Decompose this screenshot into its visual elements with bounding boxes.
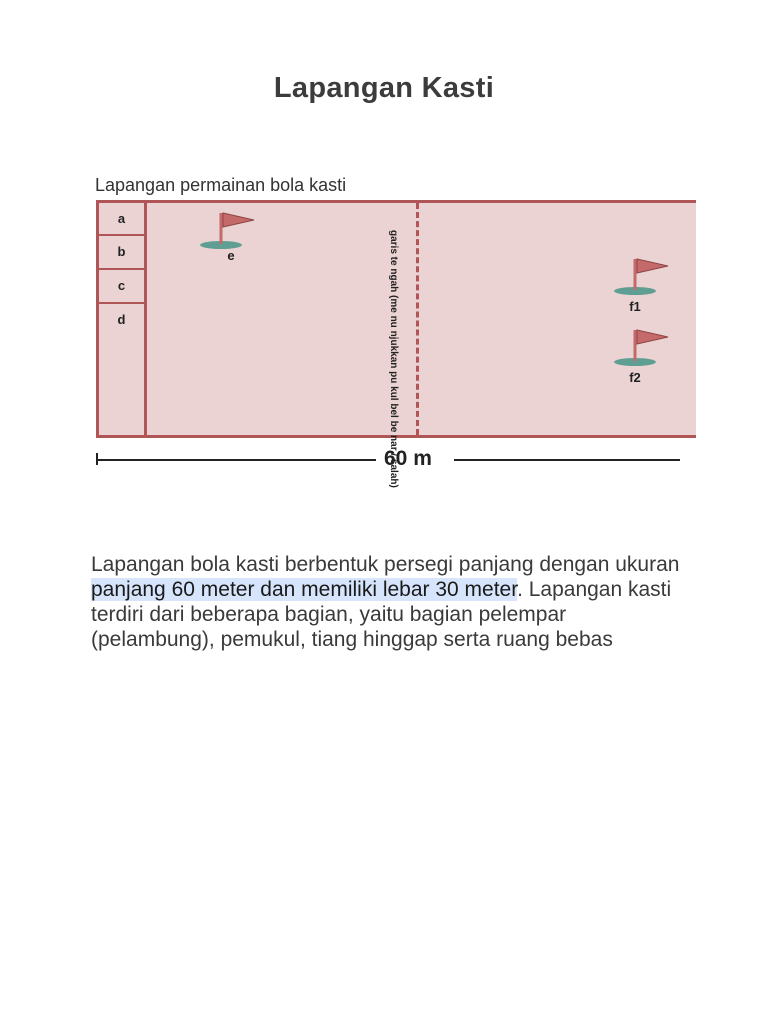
length-dimension bbox=[96, 449, 680, 469]
highlighted-text: panjang 60 meter dan memiliki lebar 30 meter bbox=[91, 578, 518, 601]
dimension-line-right bbox=[454, 459, 680, 461]
description-paragraph bbox=[91, 552, 681, 652]
zone-column bbox=[99, 203, 147, 435]
zone-a: a bbox=[99, 203, 144, 236]
dimension-label: 60 m bbox=[384, 447, 432, 470]
zone-b: b bbox=[99, 236, 144, 270]
paragraph-text-end: . Lapangan kasti terdiri dari beberapa bagian, yaitu bagian pelempar (pelambung), pemukul, tiang hinggap serta ruang bebas bbox=[91, 578, 672, 651]
centre-line bbox=[416, 203, 419, 435]
flag-label-e: e bbox=[227, 248, 235, 263]
centre-line-label: garis te ngah (me nu njukkan pu kul bel be nar / salah) bbox=[388, 230, 399, 488]
flag-label-f2: f2 bbox=[629, 370, 641, 385]
zone-c: c bbox=[99, 270, 144, 304]
dimension-line-left bbox=[96, 459, 376, 461]
page-title: Lapangan Kasti bbox=[273, 72, 495, 104]
figure-caption: Lapangan permainan bola kasti bbox=[95, 175, 347, 195]
flag-label-f1: f1 bbox=[629, 299, 641, 314]
field-diagram bbox=[90, 170, 680, 488]
paragraph-text: Lapangan bola kasti berbentuk persegi panjang dengan ukuran bbox=[91, 553, 680, 576]
zone-d: d bbox=[117, 312, 126, 327]
